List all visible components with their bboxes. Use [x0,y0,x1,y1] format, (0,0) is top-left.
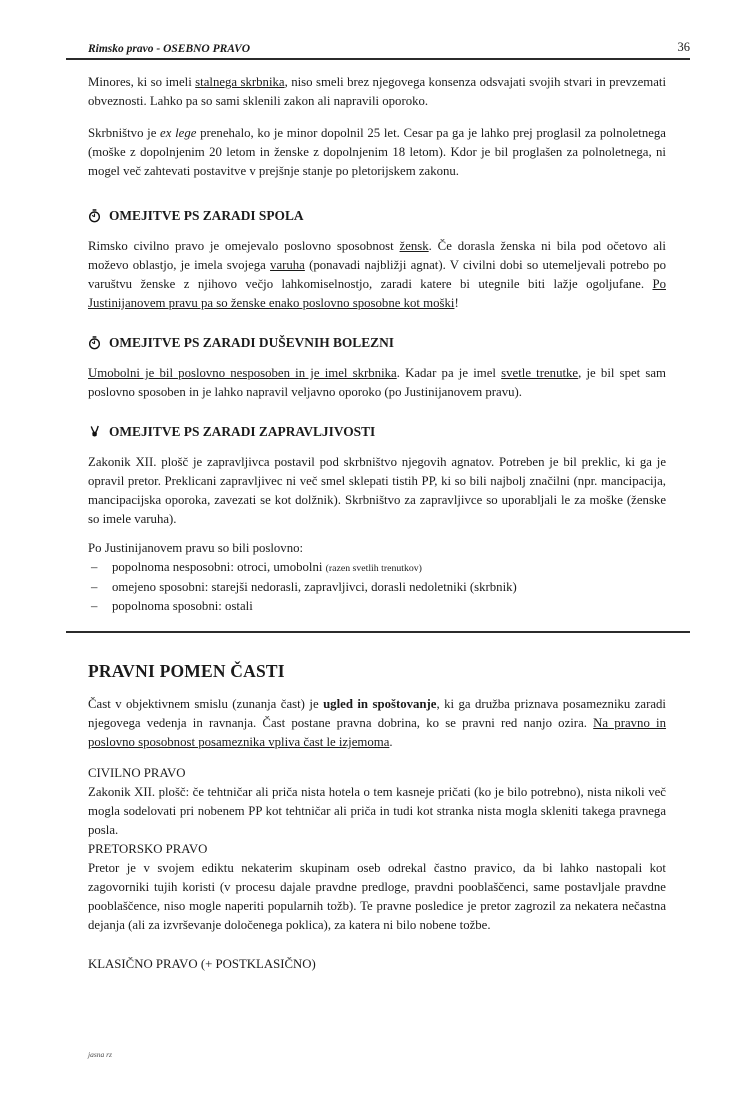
list-item [88,578,666,597]
page-number: 36 [677,40,690,54]
section-heading-text: OMEJITVE PS ZARADI ZAPRAVLJIVOSTI [109,424,376,439]
list-dash: – [91,599,98,613]
document-page [0,40,750,974]
paragraph-cast: Čast v objektivnem smislu (zunanja čast) je ugled in spoštovanje, ki ga družba priznava posamezniku zaradi njegovega vedenja in ravnanja. Čast postane pravna dobrina, ko se pravni red nanjo ozira. Na pravno in poslovno sposobnost posameznika vpliva čast le izjemoma. [88,697,667,749]
footer-note: jasna rz [88,1050,112,1059]
section-heading-text: OMEJITVE PS ZARADI SPOLA [109,208,304,223]
page-header [66,40,690,60]
chapter-heading: PRAVNI POMEN ČASTI [88,661,285,681]
section-divider [66,631,690,633]
paragraph-justinijan-intro: Po Justinijanovem pravu so bili poslovno: [88,541,304,555]
document-title: Rimsko pravo - OSEBNO PRAVO [88,43,251,55]
paragraph-minores: Minores, ki so imeli stalnega skrbnika, niso smeli brez njegovega konsenza odsvajati svojih stvari in prevzemati obveznosti. Lahko pa so sami sklenili zakon ali napravili oporoko. [88,75,666,108]
victory-hand-icon [88,425,101,439]
clock-icon [88,336,101,350]
section-heading-text: OMEJITVE PS ZARADI DUŠEVNIH BOLEZNI [109,335,394,350]
paragraph-spol: Rimsko civilno pravo je omejevalo poslovno sposobnost žensk. Če dorasla ženska ni bila pod očetovo ali moževo oblastjo, je imela svojega varuha (ponavadi najbližji agnat). V civilni dobi so utemeljevali potrebo po varuštvu ženske z njihovo večjo lahkomiselnostjo, zaradi katere bi utegnile biti lažje ogoljufane. Po Justinijanovem pravu pa so ženske enako poslovno sposobne kot moški! [88,239,666,310]
section-heading-spola [88,208,666,224]
clock-icon [88,209,101,223]
list-dash: – [91,580,98,594]
paragraph-pretorsko: Pretor je v svojem ediktu nekaterim skupinam oseb odrekal častno pravico, da bi lahko nastopali kot zagovorniki tujih koristi (v procesu dajale pravdne predloge, pravdni pooblaščenci, same postavljale pravdne pooblaščence, niso mogle naperiti popularnih tožb). Te pravne posledice je pretor zagrozil za nekatera nečastna dejanja (ali za izvrševanje določenega poklica), za katera ni bilo nobene tožbe. [88,861,666,932]
paragraph-zapravljivost: Zakonik XII. plošč je zapravljivca postavil pod skrbništvo njegovih agnatov. Potreben je bil preklic, ki ga je opravil pretor. Preklicani zapravljivec ni več smel sklepati tistih PP, ki so bili najbolj značilni (npr. mancipacija, mancipacijska oporoka, zavezati se kot dolžnik). Skrbništvo za zapravljivce so uporabljali le za moške (ženske so imele varuha). [88,455,666,526]
cast-sections [88,764,666,935]
justinijan-list [88,558,666,616]
list-item [88,597,666,616]
list-item-text: popolnoma sposobni: ostali [112,599,253,613]
paragraph-skrbnistvo: Skrbništvo je ex lege prenehalo, ko je minor dopolnil 25 let. Cesar pa ga je lahko prej proglasil za polnoletnega (moške z dopolnjenim 20 letom in ženske z dopolnjenim 18 letom). Kdor je bil proglašen za polnoletnega, ni mogel več zahtevati postavitve v prejšnje stanje po pletorijskem zakonu. [88,126,666,178]
pretorsko-pravo-label: PRETORSKO PRAVO [88,842,208,856]
section-heading-zapravljivost [88,424,666,440]
list-item-text: omejeno sposobni: starejši nedorasli, zapravljivci, dorasli nedoletniki (skrbnik) [112,580,517,594]
klasicno-pravo-label: KLASIČNO PRAVO (+ POSTKLASIČNO) [88,957,316,971]
paragraph-civilno: Zakonik XII. plošč: če tehtničar ali priča nista hotela o tem kasneje pričati (ko je bilo potrebno), nista nikoli več mogla sodelovati pri nobenem PP kot tehtničar ali priča in tudi kot stranka nista mogla skleniti takega pravnega posla. [88,785,666,837]
civilno-pravo-label: CIVILNO PRAVO [88,766,186,780]
list-item-text: popolnoma nesposobni: otroci, umobolni (razen svetlih trenutkov) [112,560,422,574]
paragraph-dusevne: Umobolni je bil poslovno nesposoben in je imel skrbnika. Kadar pa je imel svetle trenutke, je bil spet sam poslovno sposoben in je lahko napravil veljavno oporoko (po Justinijanovem pravu). [88,366,667,399]
page-footer [88,1050,112,1059]
list-dash: – [91,560,98,574]
list-item [88,558,666,578]
section-heading-dusevne [88,335,666,351]
